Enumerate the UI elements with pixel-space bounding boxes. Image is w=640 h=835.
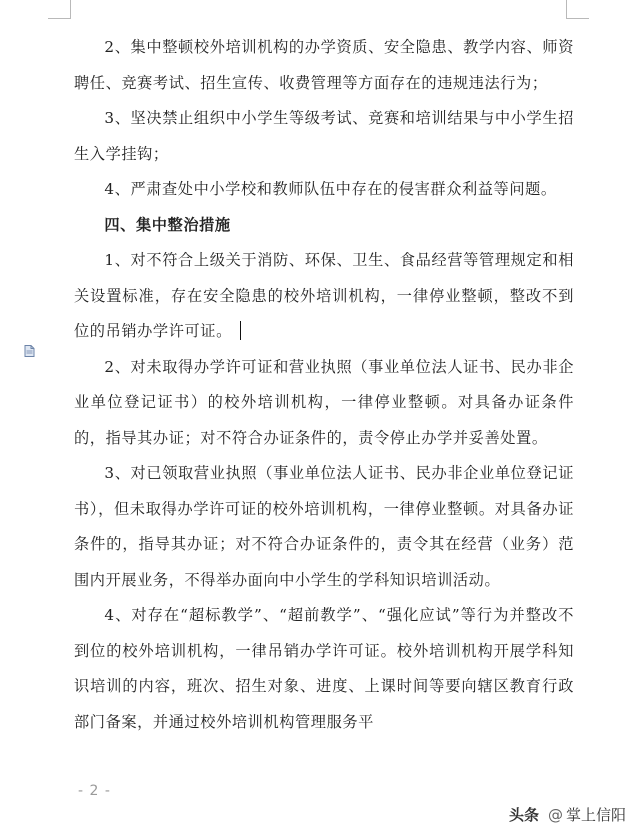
crop-mark-top-right (566, 0, 589, 19)
crop-mark-top-left (48, 0, 71, 19)
paragraph: 2、对未取得办学许可证和营业执照（事业单位法人证书、民办非企业单位登记证书）的校外培训机构，一律停业整顿。对具备办证条件的，指导其办证；对不符合办证条件的，责令停止办学并妥善处置。 (74, 357, 574, 447)
source-watermark (509, 804, 626, 825)
section-heading: 四、集中整治措施 (104, 215, 231, 234)
paragraph-text: 1、对不符合上级关于消防、环保、卫生、食品经营等管理规定和相关设置标准，存在安全隐患的校外培训机构，一律停业整顿，整改不到位的吊销办学许可证。 (74, 251, 574, 340)
paragraph: 4、严肃查处中小学校和教师队伍中存在的侵害群众利益等问题。 (104, 180, 557, 198)
document-body[interactable] (74, 30, 574, 740)
page-number: - 2 - (78, 783, 111, 799)
paragraph: 3、对已领取营业执照（事业单位法人证书、民办非企业单位登记证书），但未取得办学许可证的校外培训机构，一律停业整顿。对具备办证条件的，指导其办证；对不符合办证条件的，责令其在经营（业务）范围内开展业务，不得举办面向中小学生的学科知识培训活动。 (74, 464, 574, 589)
paragraph: 2、集中整顿校外培训机构的办学资质、安全隐患、教学内容、师资聘任、竞赛考试、招生宣传、收费管理等方面存在的违规违法行为； (74, 38, 574, 92)
watermark-separator: @ (547, 805, 563, 824)
paragraph: 3、坚决禁止组织中小学生等级考试、竞赛和培训结果与中小学生招生入学挂钩； (74, 109, 574, 163)
watermark-account: 掌上信阳 (565, 806, 626, 824)
text-cursor (240, 321, 242, 340)
watermark-logo: 头条 (508, 806, 539, 824)
document-note-icon[interactable] (24, 345, 35, 357)
paragraph-with-cursor (74, 243, 574, 350)
paragraph: 4、对存在“超标教学”、“超前教学”、“强化应试”等行为并整改不到位的校外培训机构，一律吊销办学许可证。校外培训机构开展学科知识培训的内容，班次、招生对象、进度、上课时间等要向辖区教育行政部门备案，并通过校外培训机构管理服务平 (74, 606, 574, 731)
